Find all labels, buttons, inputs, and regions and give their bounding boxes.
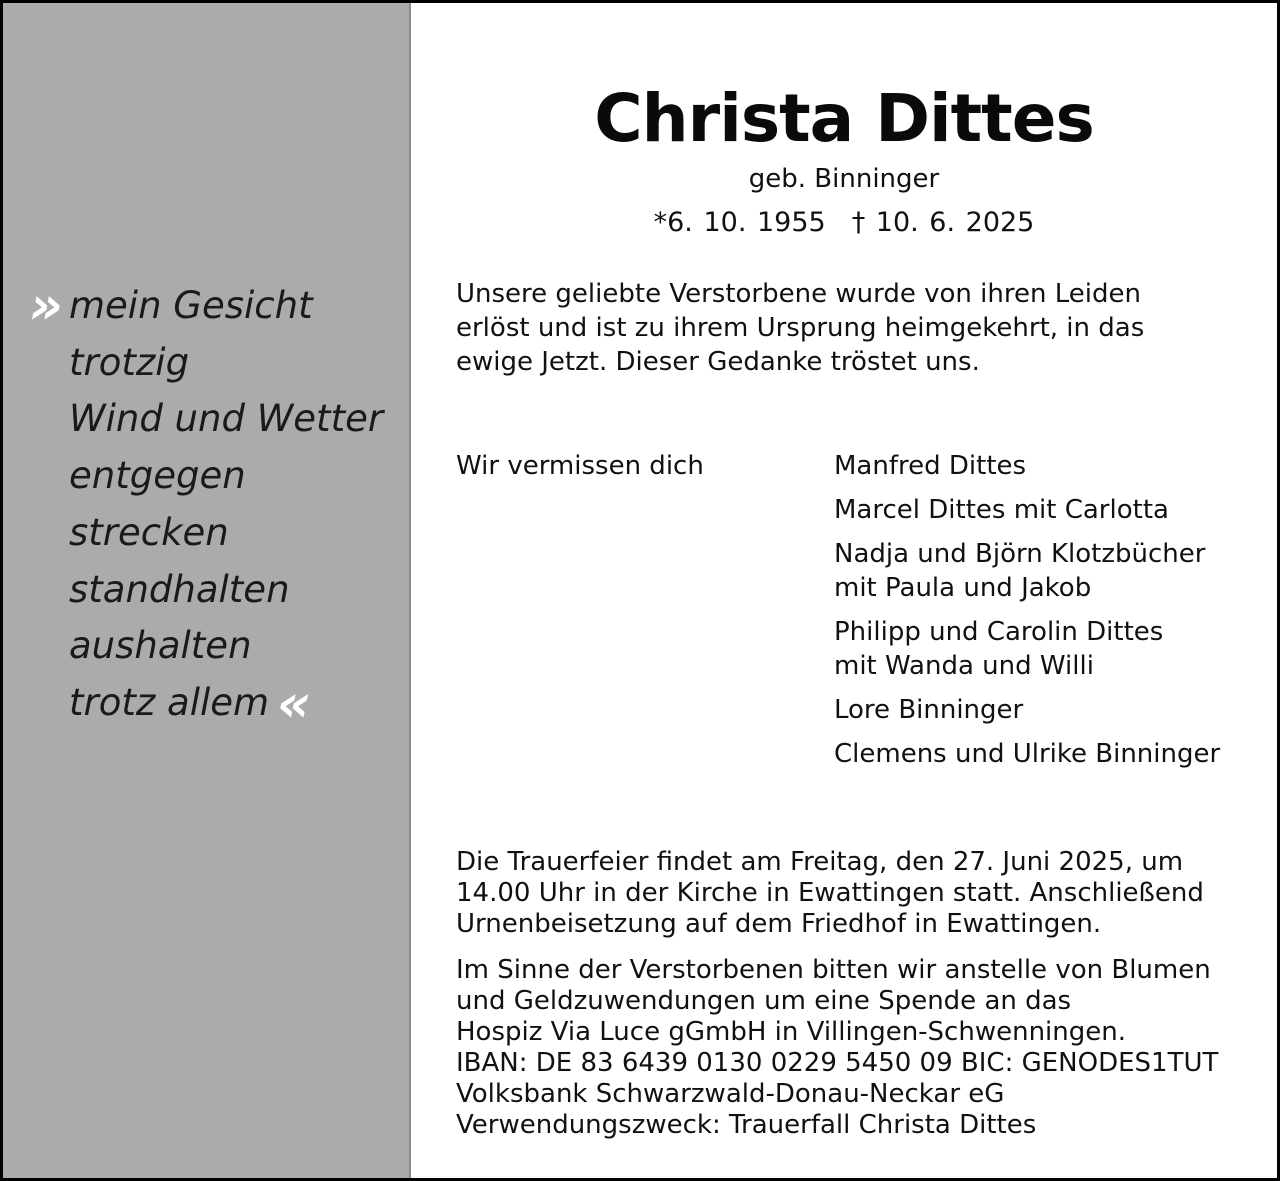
mourner-line: Clemens und Ulrike Binninger [834,739,1221,769]
service-line: Urnenbeisetzung auf dem Friedhof in Ewattingen. [456,909,1102,939]
donation-line: Hospiz Via Luce gGmbH in Villingen-Schwenningen. [456,1017,1126,1047]
poem-line: strecken [69,511,229,554]
mourner-entry [834,449,1274,483]
service-line: 14.00 Uhr in der Kirche in Ewattingen statt. Anschließend [456,878,1204,908]
deceased-name: Christa Dittes [594,80,1094,157]
service-line: Die Trauerfeier findet am Freitag, den 27. Juni 2025, um [456,847,1184,877]
reference-line: Verwendungszweck: Trauerfall Christa Dittes [456,1110,1037,1140]
donation-text [456,955,1256,1141]
poem-line: aushalten [69,624,252,667]
mourner-line: Nadja und Björn Klotzbücher [834,539,1206,569]
intro-text [456,277,1256,379]
birth-name: geb. Binninger [748,164,940,194]
poem-line: entgegen [69,454,246,497]
intro-line: Unsere geliebte Verstorbene wurde von ihren Leiden [456,279,1141,309]
poem-line-text: trotz allem [69,681,270,724]
intro-line: ewige Jetzt. Dieser Gedanke tröstet uns. [456,347,980,377]
poem-line: mein Gesicht [69,284,313,327]
mourner-entry [834,493,1274,527]
mourner-line: Manfred Dittes [834,451,1027,481]
funeral-service-text [456,847,1256,940]
death-date: † 10. 6. 2025 [851,207,1035,238]
mourners-list [834,449,1274,781]
poem-line: Wind und Wetter [69,397,384,440]
iban-line: IBAN: DE 83 6439 0130 0229 5450 09 BIC: GENODES1TUT [456,1048,1219,1078]
mourner-entry [834,537,1274,605]
intro-line: erlöst und ist zu ihrem Ursprung heimgekehrt, in das [456,313,1145,343]
birth-date: *6. 10. 1955 [653,207,826,238]
mourner-line: Marcel Dittes mit Carlotta [834,495,1169,525]
mourner-line: mit Wanda und Willi [834,651,1094,681]
mourner-line: Lore Binninger [834,695,1024,725]
mourner-entry [834,615,1274,683]
miss-label: Wir vermissen dich [456,451,704,481]
poem-line-last [69,674,311,734]
mourner-line: Philipp und Carolin Dittes [834,617,1164,647]
donation-line: und Geldzuwendungen um eine Spende an das [456,986,1072,1016]
mourner-entry [834,693,1274,727]
opening-quote-mark: » [29,276,63,336]
poem-panel [3,3,411,1178]
bank-line: Volksbank Schwarzwald-Donau-Neckar eG [456,1079,1005,1109]
donation-line: Im Sinne der Verstorbenen bitten wir anstelle von Blumen [456,955,1211,985]
obituary-content [411,3,1277,1178]
mourner-entry [834,737,1274,771]
closing-quote-mark: « [277,674,311,734]
mourner-line: mit Paula und Jakob [834,573,1092,603]
poem-line: standhalten [69,568,290,611]
life-dates [411,206,1277,240]
poem-line: trotzig [69,341,190,384]
